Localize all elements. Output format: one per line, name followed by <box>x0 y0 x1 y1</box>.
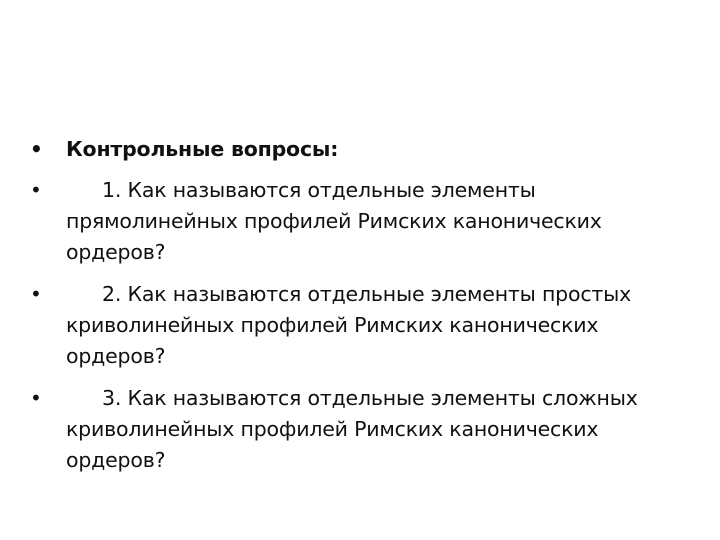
list-item-question-3 <box>30 383 690 476</box>
bullet-icon: • <box>30 178 42 202</box>
question-text: 1. Как называются отдельные элементы прямолинейных профилей Римских канонических ордеров? <box>66 178 602 264</box>
bullet-icon: • <box>30 282 42 306</box>
bullet-list <box>30 134 690 487</box>
list-item-question-1 <box>30 175 690 268</box>
list-item-question-2 <box>30 279 690 372</box>
list-item-heading <box>30 134 690 165</box>
question-text: 3. Как называются отдельные элементы сложных криволинейных профилей Римских канонических ордеров? <box>66 386 638 472</box>
questions-heading: Контрольные вопросы: <box>66 137 339 161</box>
bullet-icon: • <box>30 386 42 410</box>
bullet-icon: • <box>30 137 43 161</box>
question-text: 2. Как называются отдельные элементы простых криволинейных профилей Римских канонических ордеров? <box>66 282 632 368</box>
